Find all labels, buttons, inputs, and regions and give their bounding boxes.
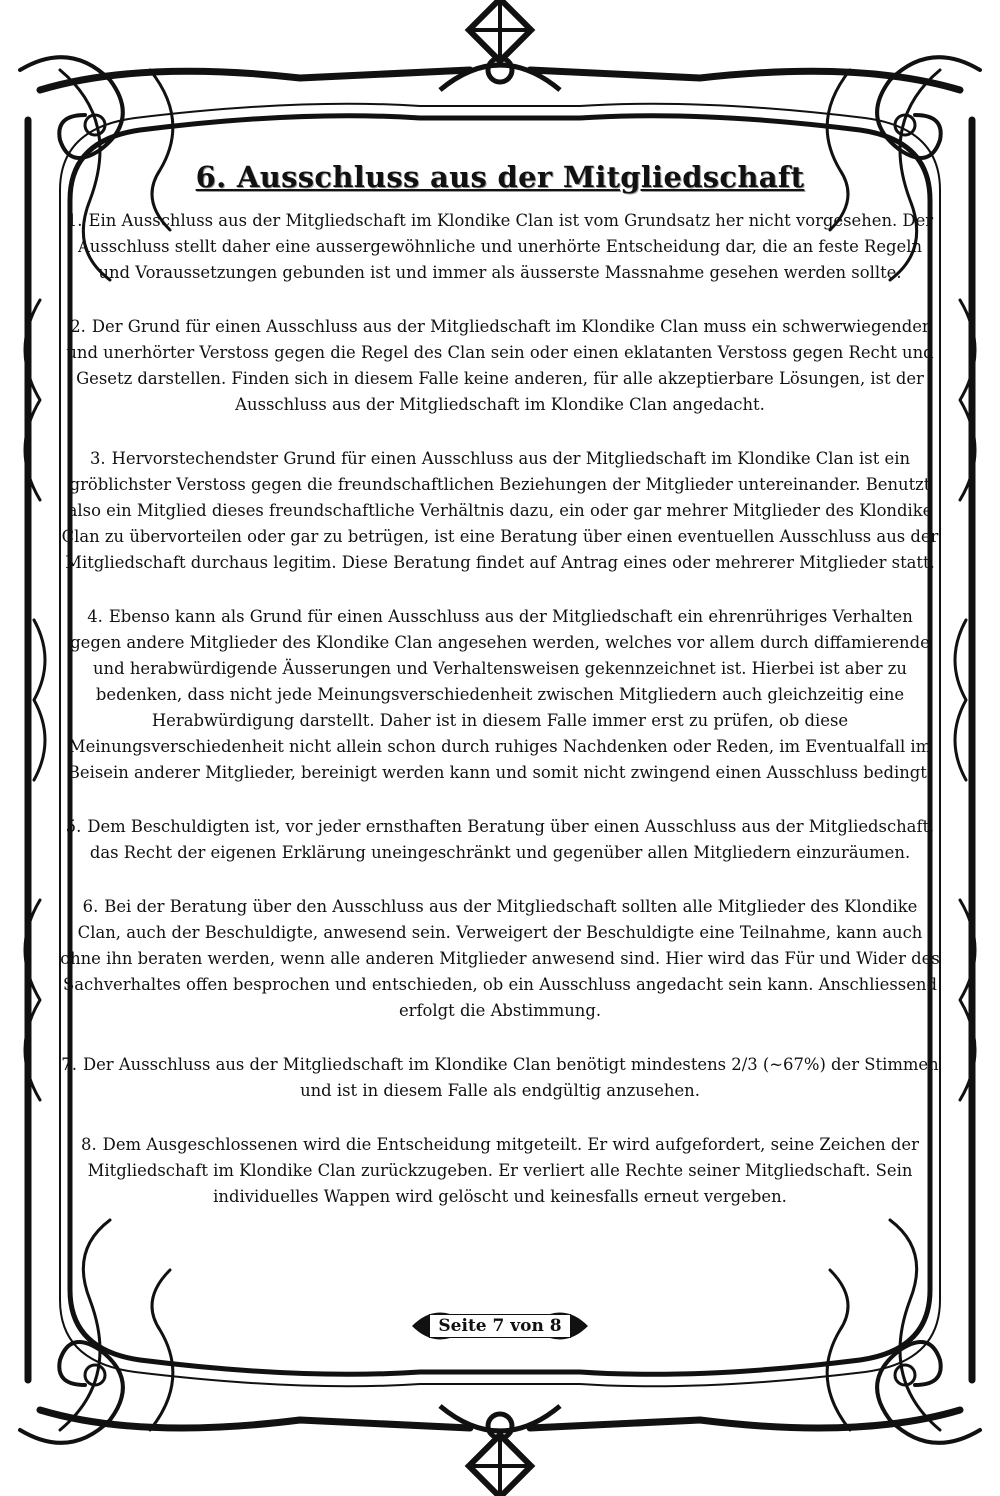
clause-text: Hervorstechendster Grund für einen Ausschluss aus der Mitgliedschaft im Klondike Clan ist ein gröblichster Verstoss gegen die freundschaftlichen Beziehungen der Mitglieder untereinander. Benutzt also ein Mitglied dieses freundschaftliche Verhältnis dazu, ein oder gar mehrer Mitglieder des Klondike Clan zu übervorteilen oder gar zu betrügen, ist eine Beratung über einen eventuellen Ausschluss aus der Mitgliedschaft durchaus legitim. Diese Beratung findet auf Antrag eines oder mehrerer Mitglieder statt. — [61, 449, 939, 572]
clause-text: Der Grund für einen Ausschluss aus der Mitgliedschaft im Klondike Clan muss ein schwerwiegender und unerhörter Verstoss gegen die Regel des Clan sein oder einen eklatanten Verstoss gegen Recht und Gesetz darstellen. Finden sich in diesem Falle keine anderen, für alle akzeptierbare Lösungen, ist der Ausschluss aus der Mitgliedschaft im Klondike Clan angedacht. — [66, 317, 934, 414]
clause-2 — [60, 314, 940, 418]
clause-text: Dem Beschuldigten ist, vor jeder ernsthaften Beratung über einen Ausschluss aus der Mitgliedschaft, das Recht der eigenen Erklärung uneingeschränkt und gegenüber allen Mitgliedern einzuräumen. — [87, 817, 935, 862]
clause-number: 4. — [87, 607, 103, 626]
clause-text: Ein Ausschluss aus der Mitgliedschaft im Klondike Clan ist vom Grundsatz her nicht vorgesehen. Der Ausschluss stellt daher eine aussergewöhnliche und unerhörte Entscheidung dar, die an feste Regeln und Voraussetzungen gebunden ist und immer als äusserste Massnahme gesehen werden sollte. — [77, 211, 934, 282]
page-number: Seite 7 von 8 — [429, 1314, 570, 1338]
clause-1 — [60, 208, 940, 286]
clause-text: Der Ausschluss aus der Mitgliedschaft im Klondike Clan benötigt mindestens 2/3 (~67%) der Stimmen und ist in diesem Falle als endgültig anzusehen. — [82, 1055, 939, 1100]
page-title: 6. Ausschluss aus der Mitgliedschaft — [195, 160, 805, 194]
clause-number: 1. — [66, 211, 83, 230]
endless-knot-icon — [440, 0, 560, 90]
clause-text: Ebenso kann als Grund für einen Ausschluss aus der Mitgliedschaft ein ehrenrühriges Verhalten gegen andere Mitglieder des Klondike Clan angesehen werden, welches vor allem durch diffamierende und herabwürdigende Äusserungen und Verhaltensweisen gekennzeichnet ist. Hierbei ist aber zu bedenken, dass nicht jede Meinungsverschiedenheit zwischen Mitgliedern auch gleichzeitig eine Herabwürdigung darstellt. Daher ist in diesem Falle immer erst zu prüfen, ob diese Meinungsverschiedenheit nicht allein schon durch ruhiges Nachdenken oder Reden, im Eventualfall im Beisein anderer Mitglieder, bereinigt werden kann und somit nicht zwingend einen Ausschluss bedingt. — [67, 607, 933, 782]
clause-number: 7. — [61, 1055, 77, 1074]
document-body — [60, 160, 940, 1238]
clause-5 — [60, 814, 940, 866]
clause-7 — [60, 1052, 940, 1104]
page-number-badge — [410, 1306, 590, 1346]
clause-4 — [60, 604, 940, 786]
clause-text: Bei der Beratung über den Ausschluss aus der Mitgliedschaft sollten alle Mitglieder des Klondike Clan, auch der Beschuldigte, anwesend sein. Verweigert der Beschuldigte eine Teilnahme, kann auch ohne ihn beraten werden, wenn alle anderen Mitglieder anwesend sind. Hier wird das Für und Wider des Sachverhaltes offen besprochen und entschieden, ob ein Ausschluss angedacht sein kann. Anschliessend erfolgt die Abstimmung. — [60, 897, 940, 1020]
clause-3 — [60, 446, 940, 576]
endless-knot-icon — [440, 1406, 560, 1496]
clause-number: 2. — [70, 317, 86, 336]
clause-8 — [60, 1132, 940, 1210]
clause-text: Dem Ausgeschlossenen wird die Entscheidung mitgeteilt. Er wird aufgefordert, seine Zeichen der Mitgliedschaft im Klondike Clan zurückzugeben. Er verliert alle Rechte seiner Mitgliedschaft. Sein individuelles Wappen wird gelöscht und keinesfalls erneut vergeben. — [87, 1135, 919, 1206]
clause-number: 6. — [82, 897, 99, 916]
clause-number: 5. — [65, 817, 82, 836]
clause-6 — [60, 894, 940, 1024]
clause-number: 3. — [89, 449, 106, 468]
clause-number: 8. — [81, 1135, 97, 1154]
